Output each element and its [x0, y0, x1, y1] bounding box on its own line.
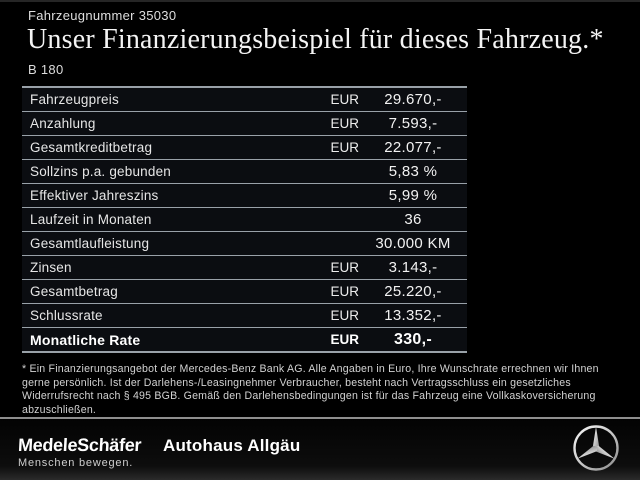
- table-row: [22, 280, 467, 304]
- row-label: Zinsen: [30, 260, 72, 275]
- row-currency: EUR: [330, 92, 359, 107]
- table-row: [22, 232, 467, 256]
- table-row: [22, 112, 467, 136]
- row-value: 22.077,-: [384, 139, 442, 156]
- legal-footnote: * Ein Finanzierungsangebot der Mercedes-Benz Bank AG. Alle Angaben in Euro, Ihre Wunschrate errechnen wir Ihnen gerne persönlich. Ist der Darlehens-/Leasingnehmer Verbraucher, besteht nach Vertragsschluss ein gesetzliches Widerrufsrecht nach § 495 BGB. Gemäß den Darlehensbedingungen ist für das Fahrzeug eine Vollkaskoversicherung abzuschließen.: [22, 363, 599, 416]
- row-value: 5,83 %: [388, 163, 438, 180]
- table-row: [22, 208, 467, 232]
- row-label: Sollzins p.a. gebunden: [30, 164, 172, 179]
- table-row-monthly-rate: [22, 328, 467, 353]
- row-label: Gesamtbetrag: [30, 284, 118, 299]
- row-currency: EUR: [330, 116, 359, 131]
- dealer-logo-autohaus-allgaeu: Autohaus Allgäu: [163, 436, 301, 455]
- row-currency: EUR: [330, 308, 359, 323]
- row-label: Anzahlung: [30, 116, 96, 131]
- row-label: Monatliche Rate: [30, 331, 141, 348]
- row-currency: EUR: [330, 140, 359, 155]
- financing-table: [22, 86, 467, 353]
- row-value: 29.670,-: [384, 91, 442, 108]
- page-title: Unser Finanzierungsbeispiel für dieses Fahrzeug.*: [27, 24, 604, 55]
- model-name: B 180: [28, 62, 64, 77]
- footer: [0, 419, 640, 480]
- row-value: 30.000 KM: [375, 235, 451, 252]
- mercedes-star-icon: [571, 423, 621, 473]
- table-row: [22, 184, 467, 208]
- table-row: [22, 160, 467, 184]
- row-label: Gesamtlaufleistung: [30, 236, 150, 251]
- row-value: 25.220,-: [384, 283, 442, 300]
- row-currency: EUR: [330, 332, 359, 347]
- dealer-tagline: Menschen bewegen.: [18, 457, 134, 469]
- table-row: [22, 304, 467, 328]
- dealer-logo-medeleschaefer: MedeleSchäfer: [17, 435, 142, 455]
- row-label: Gesamtkreditbetrag: [30, 140, 153, 155]
- row-value: 5,99 %: [388, 187, 438, 204]
- row-label: Schlussrate: [30, 308, 103, 323]
- row-value: 13.352,-: [384, 307, 442, 324]
- table-row: [22, 256, 467, 280]
- row-value: 330,-: [394, 330, 432, 348]
- row-value: 36: [404, 211, 422, 228]
- row-value: 7.593,-: [388, 115, 438, 132]
- row-value: 3.143,-: [388, 259, 438, 276]
- row-label: Laufzeit in Monaten: [30, 212, 152, 227]
- table-row: [22, 136, 467, 160]
- row-currency: EUR: [330, 284, 359, 299]
- table-row: [22, 88, 467, 112]
- row-currency: EUR: [330, 260, 359, 275]
- vehicle-number: Fahrzeugnummer 35030: [28, 8, 177, 23]
- row-label: Effektiver Jahreszins: [30, 188, 159, 203]
- row-label: Fahrzeugpreis: [30, 92, 119, 107]
